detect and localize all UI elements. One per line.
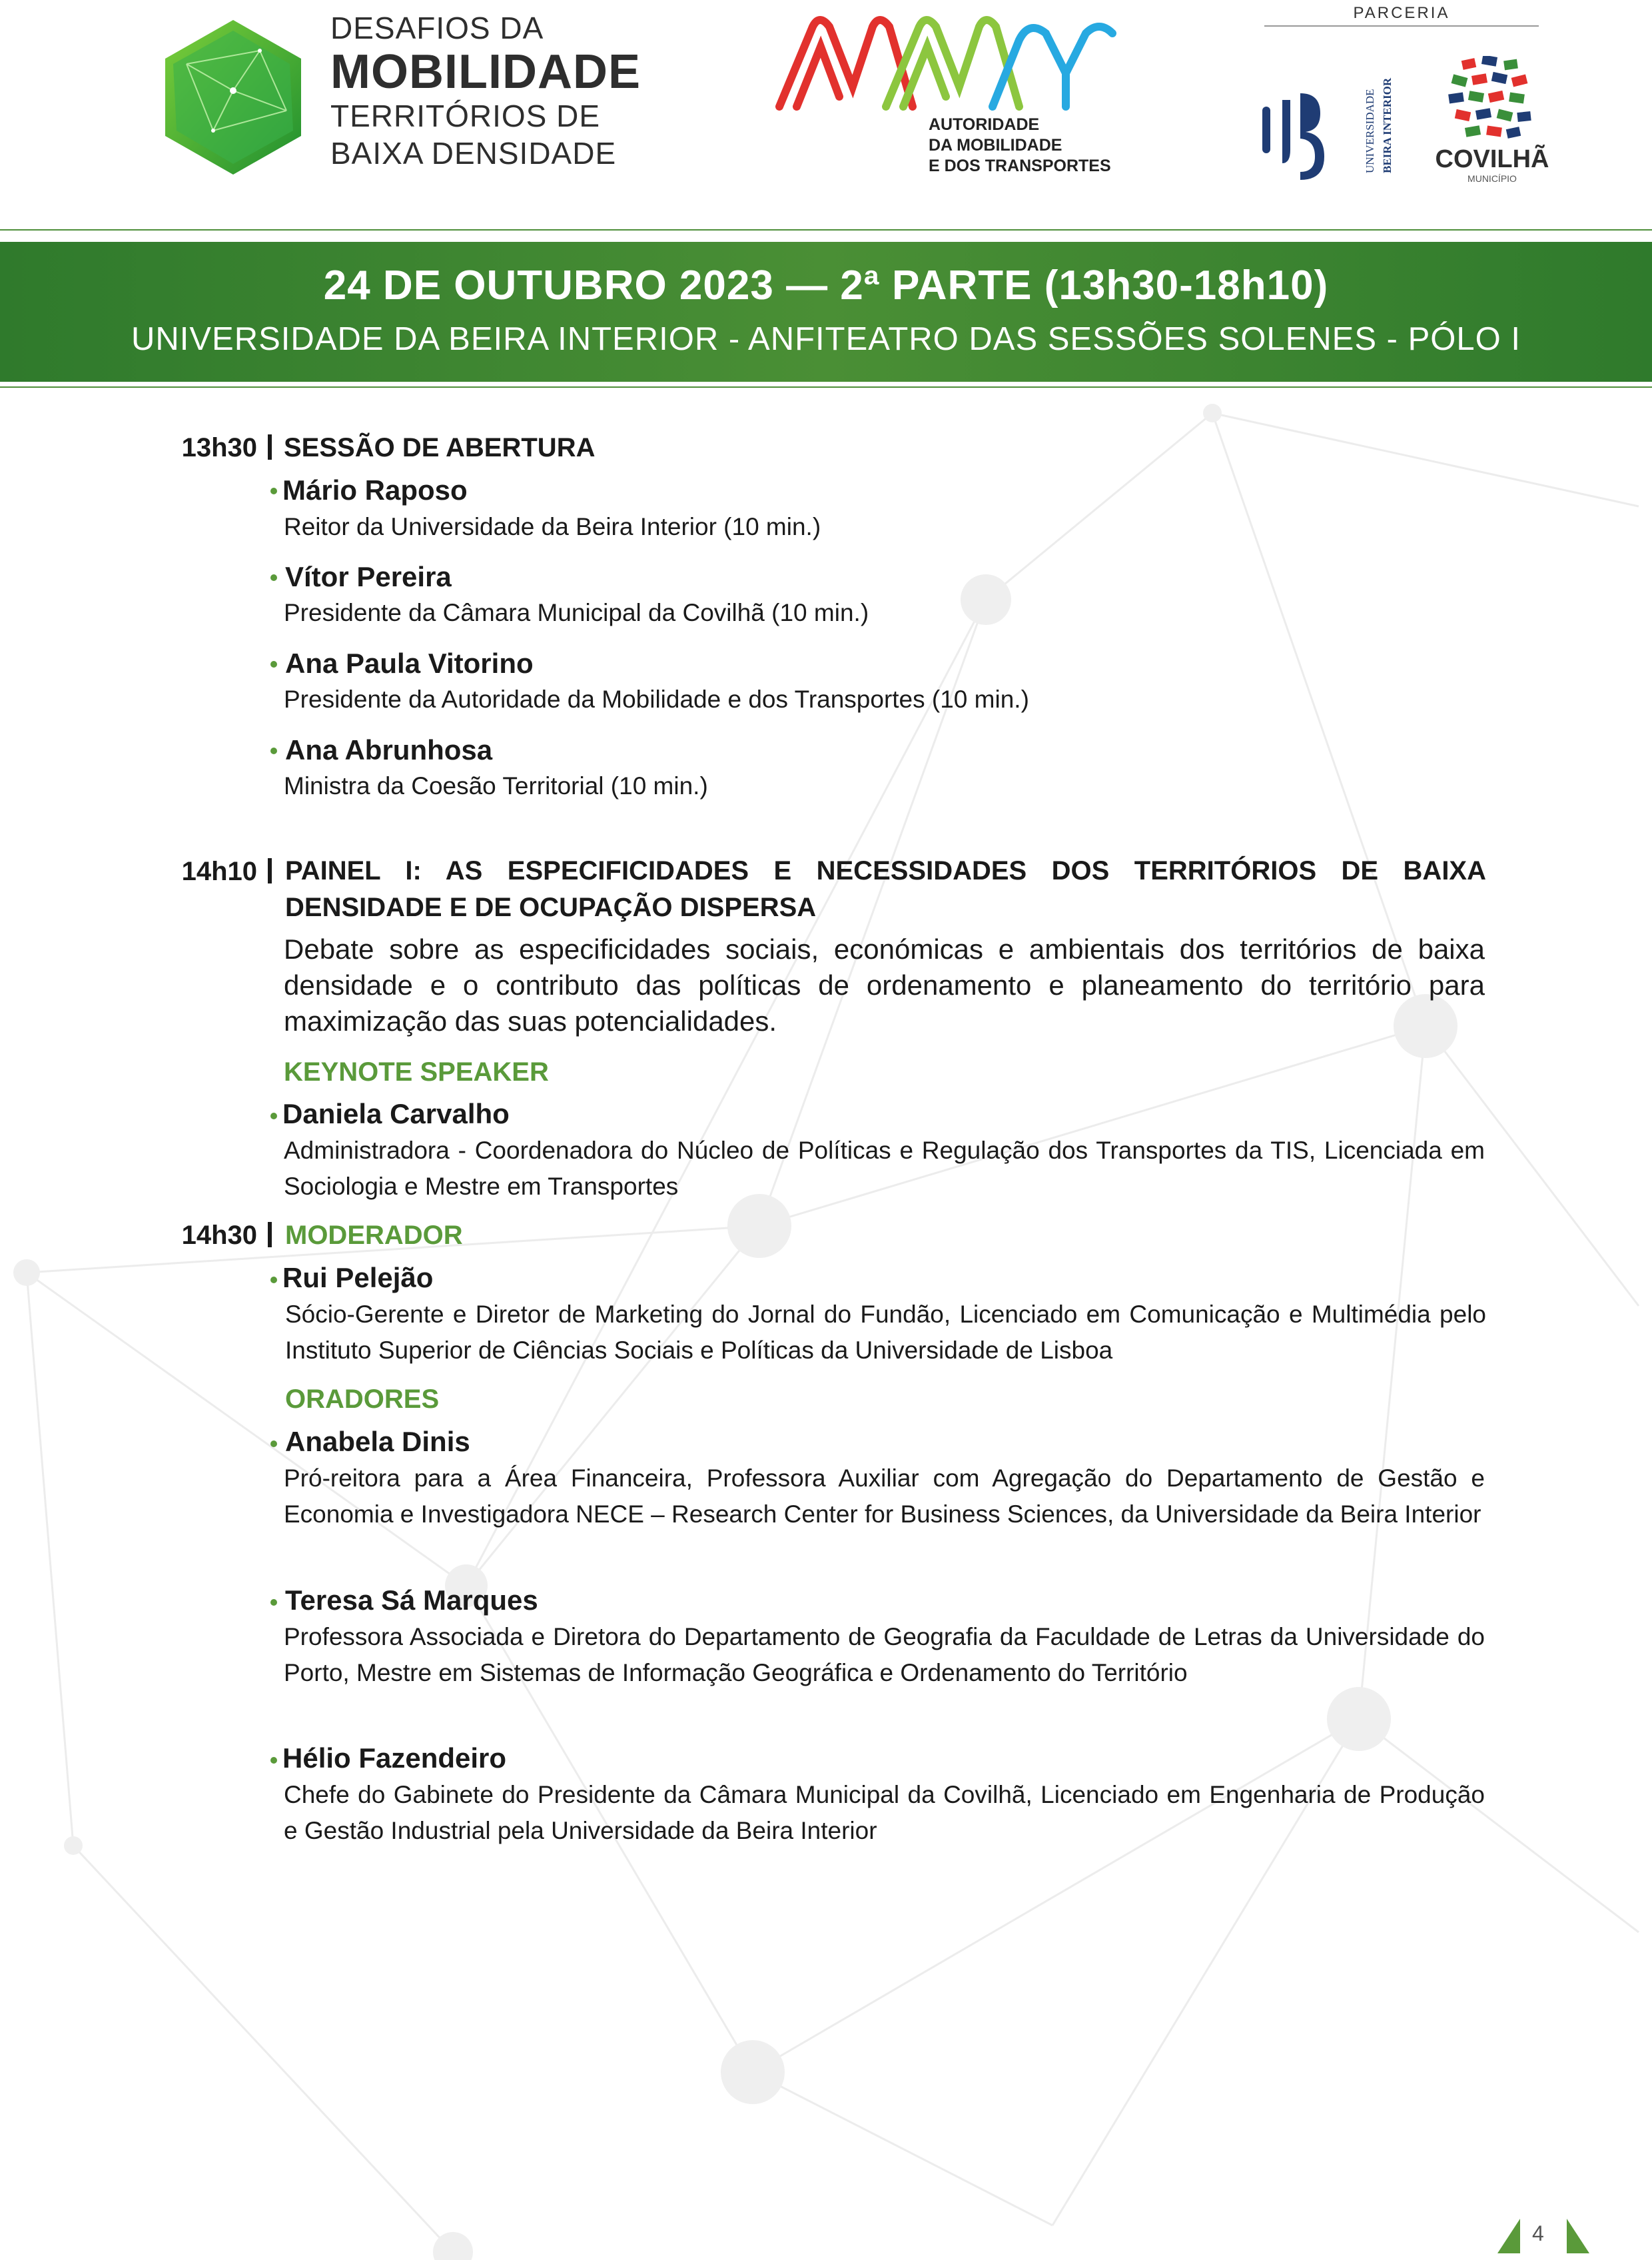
moderator-name: Rui Pelejão xyxy=(282,1262,434,1293)
session-time-moderator: 14h30 xyxy=(181,1221,257,1250)
speaker-name: Vítor Pereira xyxy=(285,561,452,592)
page-header xyxy=(0,0,1652,240)
session-time-opening: 13h30 xyxy=(181,433,257,462)
time-separator xyxy=(268,434,272,460)
amt-logo-icon xyxy=(773,13,1119,113)
time-separator xyxy=(268,858,272,883)
amt-line-1: AUTORIDADE xyxy=(929,115,1040,134)
bullet-icon xyxy=(270,748,277,754)
hexagon-network-logo-icon xyxy=(160,17,306,177)
panel-title: PAINEL I: AS ESPECIFICIDADES E NECESSIDADES DOS TERRITÓRIOS DE BAIXA DENSIDADE E DE OCUPAÇÃO DISPERSA xyxy=(285,856,1486,922)
bullet-icon xyxy=(270,574,277,581)
amt-line-2: DA MOBILIDADE xyxy=(929,136,1062,155)
ubi-logo-text xyxy=(1352,61,1406,175)
bullet-icon xyxy=(270,1440,277,1447)
speaker-role: Pró-reitora para a Área Financeira, Professora Auxiliar com Agregação do Departamento de Gestão e Economia e Investigadora NECE – Research Center for Business Sciences, da Universidade da Beira Interior xyxy=(284,1464,1485,1528)
speakers-label: ORADORES xyxy=(285,1385,440,1414)
bullet-icon xyxy=(270,1113,277,1119)
ubi-line-2: BEIRA INTERIOR xyxy=(1381,77,1394,173)
session-title-opening: SESSÃO DE ABERTURA xyxy=(284,433,596,462)
page-marker-left-icon xyxy=(1497,2219,1520,2253)
ubi-line-1: UNIVERSIDADE xyxy=(1364,89,1376,173)
amt-line-3: E DOS TRANSPORTES xyxy=(929,157,1111,175)
speaker-name: Ana Paula Vitorino xyxy=(285,648,534,679)
covilha-logo-text: COVILHÃ xyxy=(1435,145,1549,173)
banner-subtitle: UNIVERSIDADE DA BEIRA INTERIOR - ANFITEATRO DAS SESSÕES SOLENES - PÓLO I xyxy=(131,321,1521,357)
partnership-label: PARCERIA xyxy=(1353,4,1450,22)
keynote-speaker-role: Administradora - Coordenadora do Núcleo de Políticas e Regulação dos Transportes da TIS, Licenciada em Sociologia e Mestre em Transportes xyxy=(284,1137,1485,1200)
moderator-role: Sócio-Gerente e Diretor de Marketing do Jornal do Fundão, Licenciado em Comunicação e Multimédia pelo Instituto Superior de Ciências Sociais e Políticas da Universidade de Lisboa xyxy=(285,1301,1486,1364)
logo-line-1: DESAFIOS DA xyxy=(330,11,544,45)
speaker-name: Teresa Sá Marques xyxy=(285,1584,538,1616)
speaker-name: Hélio Fazendeiro xyxy=(282,1742,507,1774)
speaker-role: Presidente da Autoridade da Mobilidade e dos Transportes (10 min.) xyxy=(284,686,1029,713)
moderator-label: MODERADOR xyxy=(285,1221,463,1250)
session-time-panel1: 14h10 xyxy=(181,857,257,886)
speaker-role: Ministra da Coesão Territorial (10 min.) xyxy=(284,772,708,800)
panel-description: Debate sobre as especificidades sociais, económicas e ambientais dos territórios de baixa densidade e o contributo das políticas de ordenamento e planeamento do território para maximização das suas potencialidades. xyxy=(284,933,1485,1037)
speaker-role: Chefe do Gabinete do Presidente da Câmara Municipal da Covilhã, Licenciado em Engenharia de Produção e Gestão Industrial pela Universidade da Beira Interior xyxy=(284,1781,1485,1844)
logo-line-3: TERRITÓRIOS DE xyxy=(330,99,601,133)
bullet-icon xyxy=(270,1757,277,1764)
bullet-icon xyxy=(270,1277,277,1283)
ubi-logo-icon xyxy=(1259,80,1339,187)
event-logo-text xyxy=(330,9,641,172)
logo-line-4: BAIXA DENSIDADE xyxy=(330,136,617,171)
logo-line-2: MOBILIDADE xyxy=(330,45,641,99)
speaker-role: Professora Associada e Diretora do Departamento de Geografia da Faculdade de Letras da Universidade do Porto, Mestre em Sistemas de Informação Geográfica e Ordenamento do Território xyxy=(284,1623,1485,1686)
speaker-role: Reitor da Universidade da Beira Interior (10 min.) xyxy=(284,513,821,540)
covilha-logo-subtext: MUNICÍPIO xyxy=(1467,173,1517,184)
speaker-name: Mário Raposo xyxy=(282,474,468,506)
partnership-divider xyxy=(1264,25,1539,27)
event-banner xyxy=(0,242,1652,382)
bullet-icon xyxy=(270,1599,277,1606)
banner-title: 24 DE OUTUBRO 2023 — 2ª PARTE (13h30-18h10) xyxy=(323,263,1329,308)
keynote-speaker-name: Daniela Carvalho xyxy=(282,1098,510,1129)
bullet-icon xyxy=(270,661,277,668)
amt-logo-text xyxy=(929,115,1111,177)
speaker-name: Anabela Dinis xyxy=(285,1426,470,1457)
page-number: 4 xyxy=(1532,2221,1544,2245)
keynote-label: KEYNOTE SPEAKER xyxy=(284,1057,549,1087)
bullet-icon xyxy=(270,488,277,494)
page-marker-right-icon xyxy=(1567,2219,1589,2253)
speaker-name: Ana Abrunhosa xyxy=(285,734,493,766)
time-separator xyxy=(268,1222,272,1247)
speaker-role: Presidente da Câmara Municipal da Covilhã (10 min.) xyxy=(284,599,869,626)
header-divider xyxy=(0,229,1652,231)
covilha-logo-icon xyxy=(1446,56,1535,146)
banner-divider xyxy=(0,386,1652,388)
